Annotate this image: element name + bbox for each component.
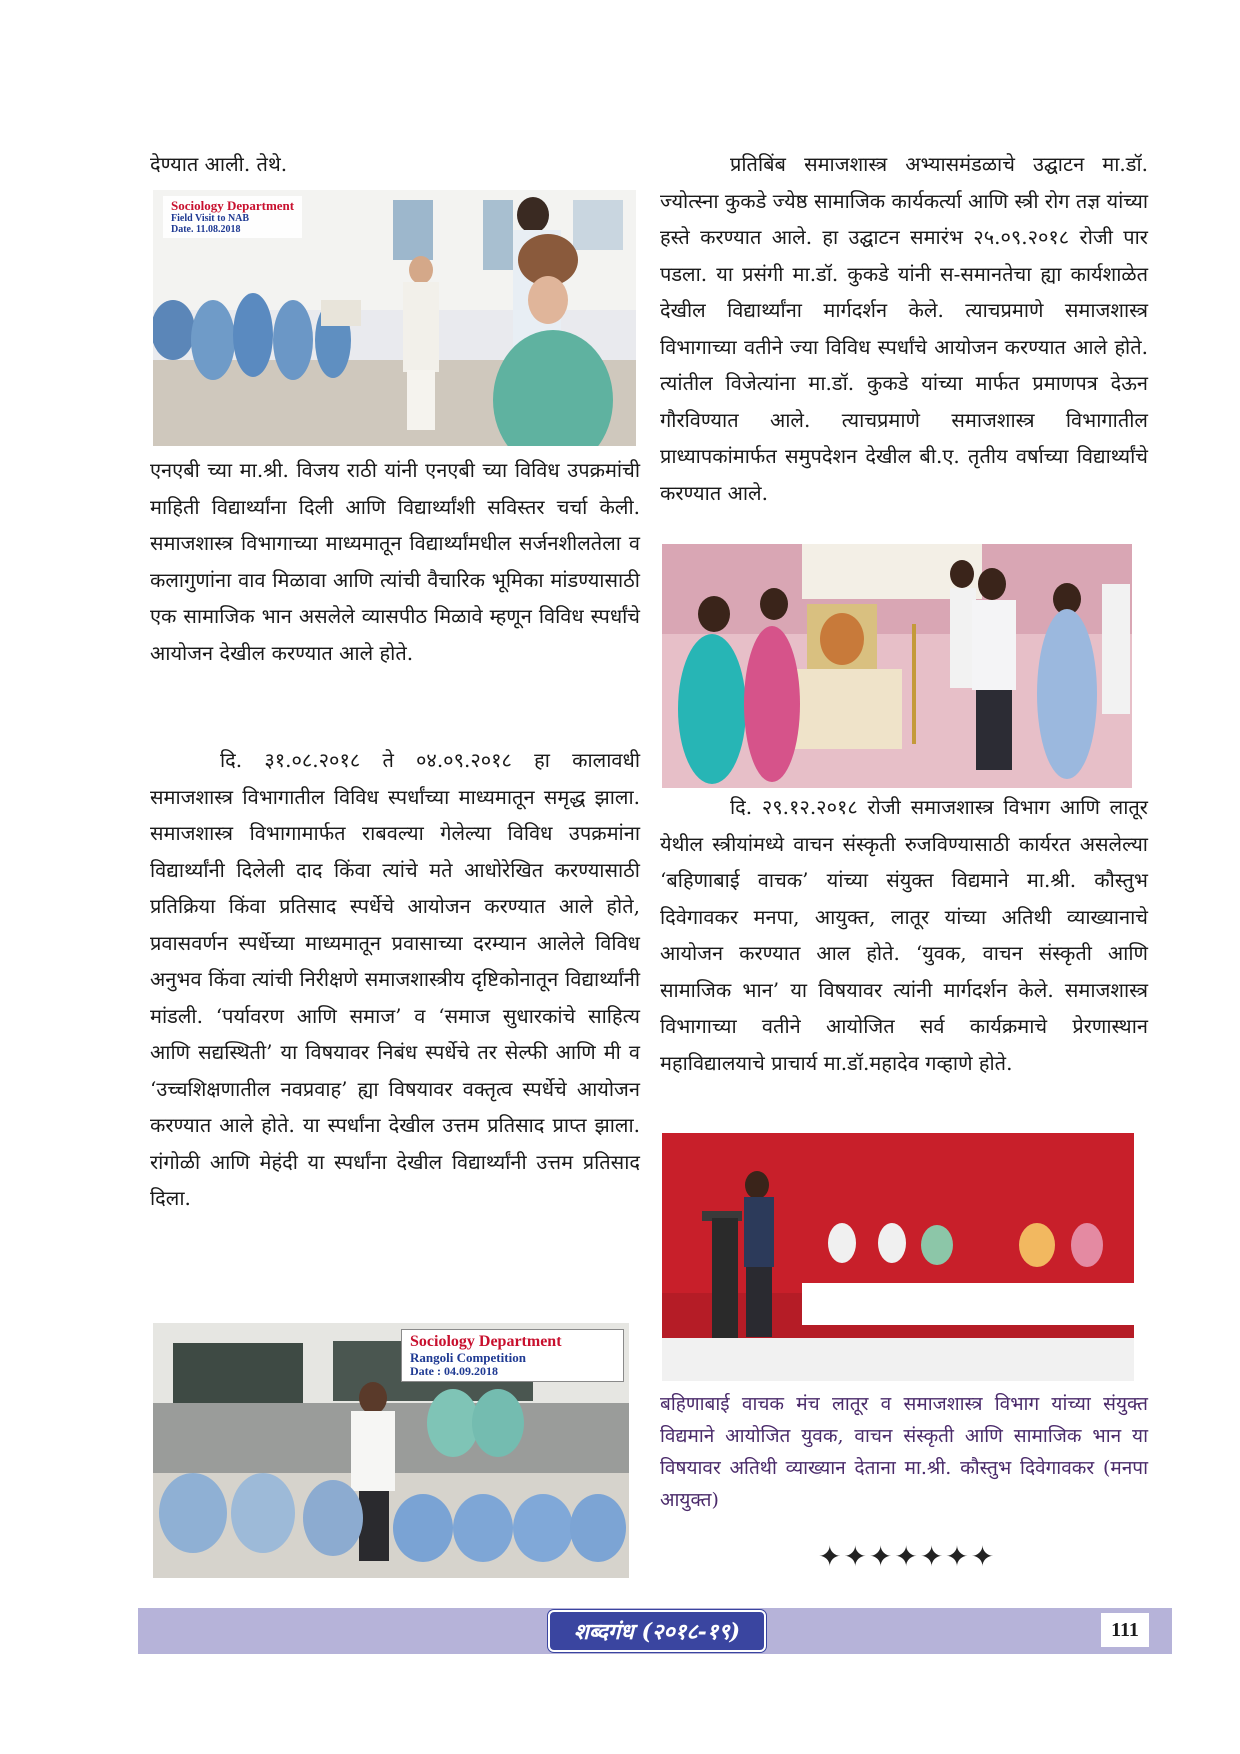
right-paragraph-2: दि. २९.१२.२०१८ रोजी समाजशास्त्र विभाग आणि लातूर येथील स्त्रीयांमध्ये वाचन संस्कृती रुजविण्यासाठी कार्यरत असलेल्या ‘बहिणाबाई वाचक’ यांच्या संयुक्त विद्यमाने मा.श्री. कौस्तुभ दिवेगावकर मनपा, आयुक्त, लातूर यांच्या अतिथी व्याख्यानाचे आयोजन करण्यात आल होते. ‘युवक, वाचन संस्कृती आणि सामाजिक भान’ या विषयावर त्यांनी मार्गदर्शन केले. समाजशास्त्र विभागाच्या वतीने आयोजित सर्व कार्यक्रमाचे प्रेरणास्थान महाविद्यालयाचे प्राचार्य मा.डॉ.महादेव गव्हाणे होते. [660,795,1148,1075]
left-paragraph-1: एनएबी च्या मा.श्री. विजय राठी यांनी एनएबी च्या विविध उपक्रमांची माहिती विद्यार्थ्यांना दिली आणि विद्यार्थ्यांशी सविस्तर चर्चा केली. समाजशास्त्र विभागाच्या माध्यमातून विद्यार्थ्यांमधील सर्जनशीलतेला व कलागुणांना वाव मिळावा आणि त्यांची वैचारिक भूमिका मांडण्यासाठी एक सामाजिक भान असलेले व्यासपीठ मिळावे म्हणून विविध स्पर्धांचे आयोजन देखील करण्यात आले होते. [150,458,640,665]
guest-lecture-caption: बहिणाबाई वाचक मंच लातूर व समाजशास्त्र विभाग यांच्या संयुक्त विद्यमाने आयोजित युवक, वाचन संस्कृती आणि सामाजिक भान या विषयावर अतिथी व्याख्यान देताना मा.श्री. कौस्तुभ दिवेगावकर (मनपा आयुक्त) [660,1393,1148,1511]
left-top-line: देण्यात आली. तेथे. [150,152,288,176]
left-paragraph-2: दि. ३१.०८.२०१८ ते ०४.०९.२०१८ हा कालावधी समाजशास्त्र विभागातील विविध स्पर्धांच्या माध्यमातून समृद्ध झाला. समाजशास्त्र विभागामार्फत राबवल्या गेलेल्या विविध उपक्रमांना विद्यार्थ्यांनी दिलेली दाद किंवा त्यांचे मते आधोरेखित करण्यासाठी प्रतिक्रिया किंवा प्रतिसाद स्पर्धेचे आयोजन करण्यात आले होते, प्रवासवर्णन स्पर्धेच्या माध्यमातून प्रवासाच्या दरम्यान आलेले विविध अनुभव किंवा त्यांची निरीक्षणे समाजशास्त्रीय दृष्टिकोनातून विद्यार्थ्यांनी मांडली. ‘पर्यावरण आणि समाज’ व ‘समाज सुधारकांचे साहित्य आणि सद्यस्थिती’ या विषयावर निबंध स्पर्धेचे तर सेल्फी आणि मी व ‘उच्चशिक्षणातील नवप्रवाह’ ह्या विषयावर वक्तृत्व स्पर्धेचे आयोजन करण्यात आले होते. या स्पर्धांना देखील उत्तम प्रतिसाद प्राप्त झाला. रांगोळी आणि मेहंदी या स्पर्धांना देखील विद्यार्थ्यांनी उत्तम प्रतिसाद दिला. [150,748,640,1210]
right-paragraph-1: प्रतिबिंब समाजशास्त्र अभ्यासमंडळाचे उद्घाटन मा.डॉ. ज्योत्स्ना कुकडे ज्येष्ठ सामाजिक कार्यकर्त्या आणि स्त्री रोग तज्ञ यांच्या हस्ते करण्यात आले. हा उद्घाटन समारंभ २५.०९.२०१८ रोजी पार पडला. या प्रसंगी मा.डॉ. कुकडे यांनी स-समानतेचा ह्या कार्यशाळेत देखील विद्यार्थ्यांना मार्गदर्शन केले. त्याचप्रमाणे समाजशास्त्र विभागाच्या वतीने ज्या विविध स्पर्धांचे आयोजन करण्यात आले होते. त्यांतील विजेत्यांना मा.डॉ. कुकडे यांच्या मार्फत प्रमाणपत्र देऊन गौरविण्यात आले. त्याचप्रमाणे समाजशास्त्र विभागातील प्राध्यापकांमार्फत समुपदेशन देखील बी.ए. तृतीय वर्षाच्या विद्यार्थ्यांचे करण्यात आले. [660,152,1148,505]
photo-rangoli [153,1323,629,1578]
field-visit-label-dept: Sociology Department [171,198,295,213]
photo-inauguration [662,544,1132,788]
photo-guest-lecture [662,1133,1134,1381]
field-visit-label [163,196,302,238]
rangoli-label [401,1329,624,1382]
rangoli-label-date: Date : 04.09.2018 [410,1363,498,1378]
footer-publication-title: शब्दगंध (२०१८-१९) [548,1610,766,1652]
inauguration-image [662,544,1132,788]
rangoli-label-dept: Sociology Department [410,1333,562,1350]
page-number: 111 [1101,1613,1149,1647]
guest-lecture-image [662,1133,1134,1381]
field-visit-label-date: Date. 11.08.2018 [171,224,241,236]
section-end-ornament: ✦✦✦✦✦✦✦ [818,1540,997,1573]
rangoli-label-event: Rangoli Competition [410,1349,526,1365]
photo-field-visit [153,190,636,446]
field-visit-label-event: Field Visit to NAB [171,213,250,225]
